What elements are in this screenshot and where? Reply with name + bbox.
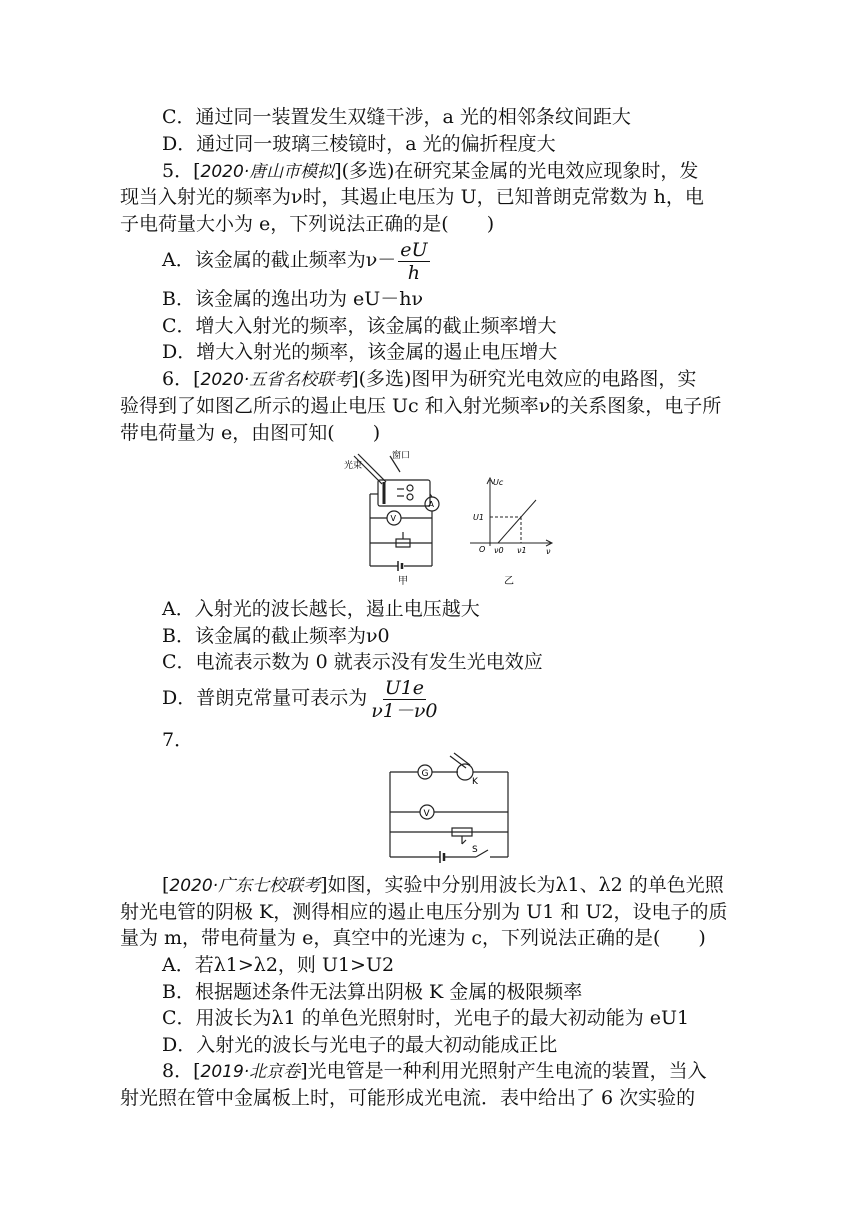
graph-u1: U1 bbox=[473, 513, 484, 522]
option-6a: A．入射光的波长越长，遏止电压越大 bbox=[162, 598, 480, 620]
question-7-number: 7． bbox=[162, 729, 194, 751]
question-5-source: 2020·唐山市模拟 bbox=[200, 162, 335, 182]
label-switch-s: S bbox=[472, 845, 478, 855]
option-5b: B．该金属的逸出功为 eU－hν bbox=[162, 288, 424, 310]
question-8-source: 2019·北京卷 bbox=[200, 1062, 301, 1082]
label-voltmeter: V bbox=[390, 514, 396, 523]
question-8-line-1: 8．[2019·北京卷]光电管是一种利用光照射产生电流的装置，当入 bbox=[162, 1060, 707, 1082]
option-6d: D．普朗克常量可表示为 $\frac{U1e}{\nu 1-\nu 0}$ bbox=[162, 676, 438, 722]
question-7-line-3: 量为 m，带电荷量为 e，真空中的光速为 c，下列说法正确的是( ) bbox=[120, 927, 706, 949]
label-cathode-k: K bbox=[472, 777, 478, 787]
question-5-line-2: 现当入射光的频率为ν时，其遏止电压为 U，已知普朗克常数为 h，电 bbox=[120, 186, 704, 208]
option-6b: B．该金属的截止频率为ν0 bbox=[162, 625, 390, 647]
graph-v0: ν0 bbox=[494, 546, 504, 555]
caption-figure-a: 甲 bbox=[398, 576, 408, 587]
question-7-line-1: [2020·广东七校联考]如图，实验中分别用波长为λ1、λ2 的单色光照 bbox=[162, 874, 724, 896]
graph-x-label: ν bbox=[546, 547, 551, 556]
option-5d: D．增大入射光的频率，该金属的遏止电压增大 bbox=[162, 341, 558, 363]
option-7d: D．入射光的波长与光电子的最大初动能成正比 bbox=[162, 1034, 558, 1056]
question-8-line-2: 射光照在管中金属板上时，可能形成光电流．表中给出了 6 次实验的 bbox=[120, 1087, 696, 1109]
question-5-line-3: 子电荷量大小为 e，下列说法正确的是( ) bbox=[120, 213, 495, 235]
label-galvanometer: G bbox=[421, 769, 429, 779]
label-ammeter: A bbox=[428, 500, 434, 509]
question-7-source: 2020·广东七校联考 bbox=[169, 876, 321, 896]
option-7a: A．若λ1>λ2，则 U1>U2 bbox=[162, 954, 395, 976]
question-6-source: 2020·五省名校联考 bbox=[200, 370, 352, 390]
option-7b: B．根据题述条件无法算出阴极 K 金属的极限频率 bbox=[162, 981, 583, 1003]
option-4d: D．通过同一玻璃三棱镜时，a 光的偏折程度大 bbox=[162, 133, 556, 155]
label-window: 窗口 bbox=[392, 451, 411, 461]
graph-origin: O bbox=[479, 545, 486, 554]
graph-v1: ν1 bbox=[517, 546, 527, 555]
figure-6 bbox=[340, 450, 560, 588]
figure-7 bbox=[380, 752, 516, 864]
label-voltmeter-7: V bbox=[423, 809, 430, 819]
question-6-line-2: 验得到了如图乙所示的遏止电压 Uc 和入射光频率ν的关系图象，电子所 bbox=[120, 395, 722, 417]
figure-6-graph bbox=[470, 478, 552, 546]
option-5a: A．该金属的截止频率为ν－ $\frac{eU}{h}$ bbox=[162, 238, 428, 284]
option-7c: C．用波长为λ1 的单色光照射时，光电子的最大初动能为 eU1 bbox=[162, 1007, 690, 1029]
fraction-eU-over-h: $\frac{eU}{h}$ bbox=[400, 238, 428, 284]
question-5-line-1: 5．[2020·唐山市模拟](多选)在研究某金属的光电效应现象时，发 bbox=[162, 160, 699, 182]
label-light-beam: 光束 bbox=[344, 461, 363, 471]
caption-figure-b: 乙 bbox=[504, 576, 514, 587]
figure-6-circuit bbox=[354, 454, 439, 571]
question-6-line-1: 6．[2020·五省名校联考](多选)图甲为研究光电效应的电路图，实 bbox=[162, 368, 697, 390]
option-5c: C．增大入射光的频率，该金属的截止频率增大 bbox=[162, 315, 557, 337]
option-6c: C．电流表示数为 0 就表示没有发生光电效应 bbox=[162, 651, 543, 673]
option-4c: C．通过同一装置发生双缝干涉，a 光的相邻条纹间距大 bbox=[162, 106, 631, 128]
question-6-line-3: 带电荷量为 e，由图可知( ) bbox=[120, 422, 381, 444]
graph-y-label: Uc bbox=[493, 478, 504, 487]
fraction-planck: $\frac{U1e}{\nu 1-\nu 0}$ bbox=[371, 676, 438, 722]
question-7-line-2: 射光电管的阴极 K，测得相应的遏止电压分别为 U1 和 U2，设电子的质 bbox=[120, 901, 728, 923]
